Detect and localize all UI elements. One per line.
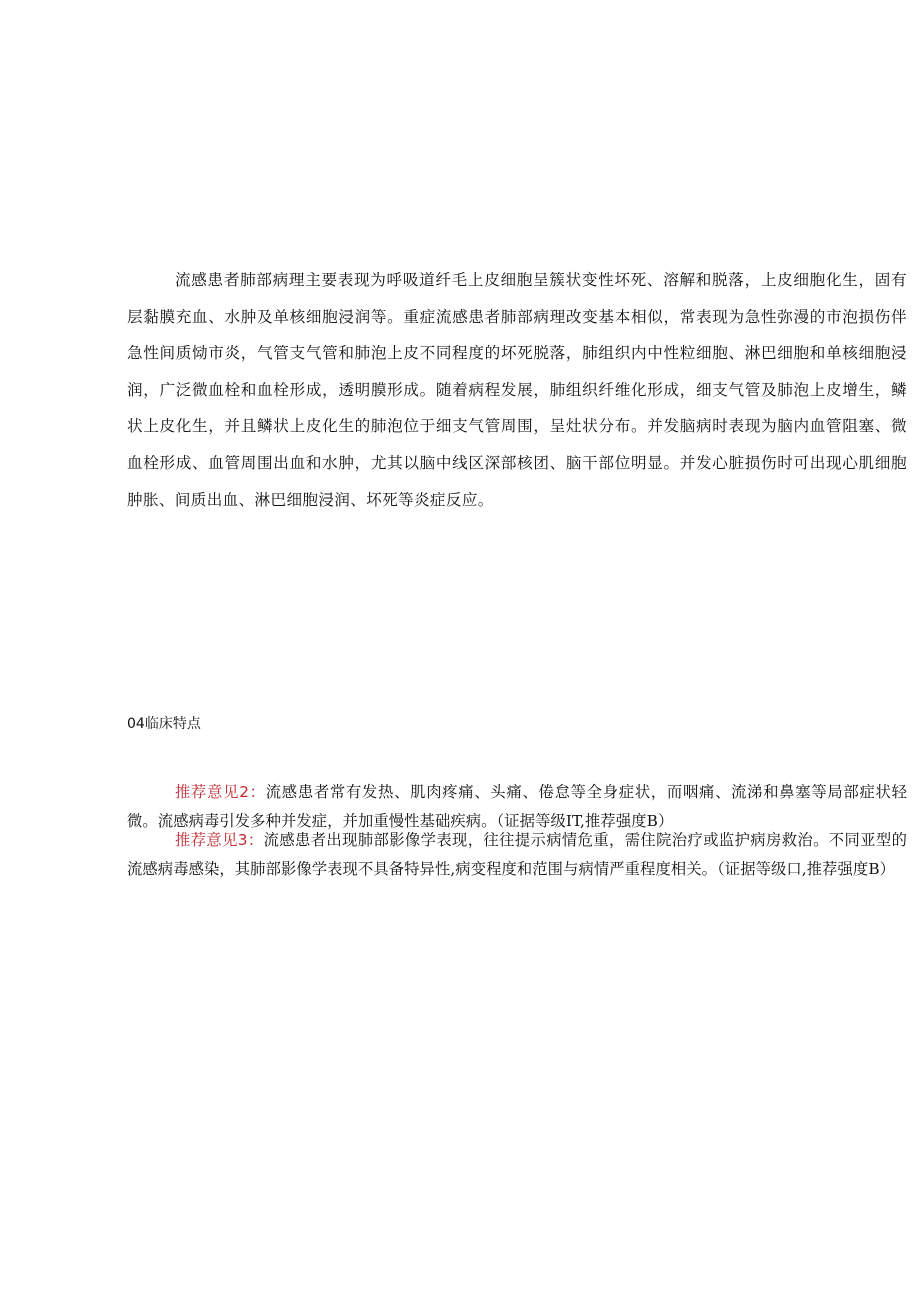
recommendation-2-label: 推荐意见2： <box>175 783 266 801</box>
recommendation-3 <box>127 826 907 883</box>
recommendation-3-label: 推荐意见3： <box>175 831 264 849</box>
pathology-paragraph: 流感患者肺部病理主要表现为呼吸道纤毛上皮细胞呈簇状变性坏死、溶解和脱落，上皮细胞化生，固有层黏膜充血、水肿及单核细胞浸润等。重症流感患者肺部病理改变基本相似，常表现为急性弥漫的市泡损伤伴急性间质恸市炎，气管支气管和肺泡上皮不同程度的坏死脱落，肺组织内中性粒细胞、淋巴细胞和单核细胞浸润，广泛微血栓和血栓形成，透明膜形成。随着病程发展，肺组织纤维化形成，细支气管及肺泡上皮增生，鳞状上皮化生，并且鳞状上皮化生的肺泡位于细支气管周围，呈灶状分布。并发脑病时表现为脑内血管阻塞、微血栓形成、血管周围出血和水肿，尤其以脑中线区深部核团、脑干部位明显。并发心脏损伤时可出现心肌细胞肿胀、间质出血、淋巴细胞浸润、坏死等炎症反应。 <box>127 271 907 509</box>
recommendation-2-text: 流感患者常有发热、肌肉疼痛、头痛、倦怠等全身症状，而咽痛、流涕和鼻塞等局部症状轻微。流感病毒引发多种并发症，并加重慢性基础疾病。（证据等级IT,推荐强度B） <box>127 783 907 830</box>
recommendation-3-text: 流感患者出现肺部影像学表现，往往提示病情危重，需住院治疗或监护病房救治。不同亚型的流感病毒感染，其肺部影像学表现不具备特异性,病变程度和范围与病情严重程度相关。（证据等级口,推荐强度B） <box>127 831 907 878</box>
section-heading-clinical-features: 04临床特点 <box>127 716 201 732</box>
